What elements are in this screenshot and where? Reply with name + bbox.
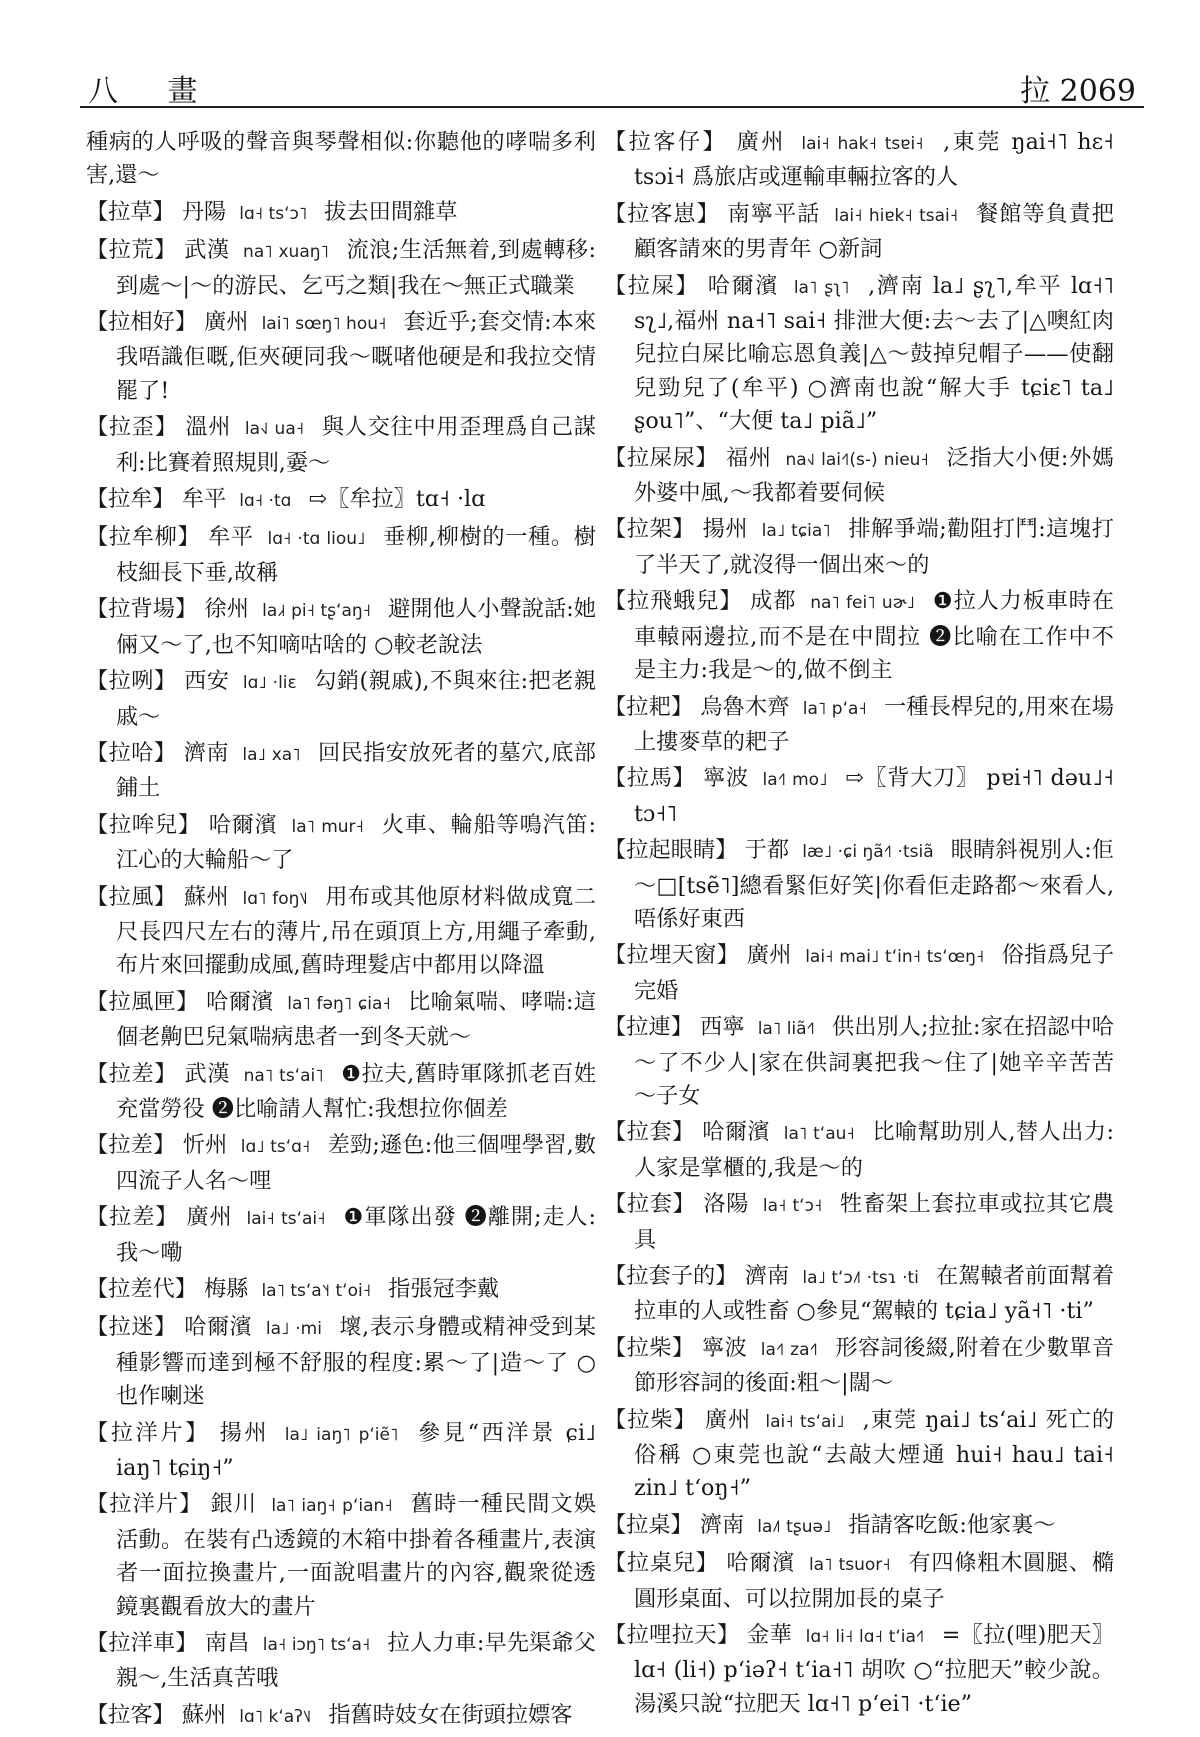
entry-location: 哈爾濱	[206, 988, 274, 1015]
entry-headword: 【拉飛蛾兒】	[604, 588, 743, 615]
entry-headword: 【拉歪】	[86, 414, 178, 441]
dictionary-entry	[86, 1058, 596, 1127]
entry-definition: 用布或其他原材料做成寬二尺長四尺左右的薄片,吊在頭頂上方,用繩子牽動,布片來回擺動成風,舊時理髮店中都用以降溫	[116, 883, 597, 979]
entry-pronunciation: lai˧ tsʻai˧	[246, 1209, 326, 1230]
entry-pronunciation: la˩˥ tʂuə˩	[757, 1516, 832, 1537]
dictionary-entry	[86, 196, 596, 231]
entry-headword: 【拉牟】	[86, 486, 175, 513]
entry-location: 徐州	[204, 596, 249, 623]
left-column	[86, 126, 596, 1737]
entry-definition: 指舊時妓女在街頭拉嫖客	[328, 1701, 573, 1728]
entry-headword: 【拉桌兒】	[604, 1550, 719, 1577]
entry-pronunciation: lai˥ sœŋ˥ hou˧	[261, 314, 387, 335]
entry-headword: 【拉耙】	[604, 693, 694, 720]
dictionary-entry	[86, 411, 596, 480]
entry-definition: 牲畜架上套拉車或拉其它農具	[634, 1191, 1115, 1253]
entry-definition: 一種長桿兒的,用來在場上摟麥草的耙子	[634, 693, 1115, 755]
entry-definition: 比喻氣喘、哮喘:這個老齁巴兒氣喘病患者一到冬天就～	[116, 988, 597, 1051]
entry-headword: 【拉柴】	[604, 1334, 695, 1361]
header-section: 八 畫	[88, 74, 218, 109]
entry-headword: 【拉客】	[86, 1701, 175, 1728]
header-page-number: 拉 2069	[1020, 74, 1136, 109]
entry-location: 濟南	[744, 1263, 790, 1289]
entry-pronunciation: la˥ tsʻa˥˧ tʻoi˧	[261, 1281, 372, 1301]
dictionary-entry	[604, 1260, 1114, 1329]
entry-pronunciation: lɑ˩ ·liɛ	[242, 673, 297, 694]
entry-definition: 舊時一種民間文娛活動。在裝有凸透鏡的木箱中掛着各種畫片,表演者一面拉換畫片,一面說唱畫片的內容,觀衆從透鏡裏觀看放大的畫片	[116, 1491, 597, 1620]
entry-headword: 【拉洋車】	[86, 1630, 198, 1657]
entry-definition: 避開他人小聲說話:她倆又～了,也不知嘀咕啥的 ○較老說法	[116, 596, 597, 658]
entry-definition: 勾銷(親戚),不與來往:把老親戚～	[116, 668, 597, 730]
dictionary-entry	[604, 1011, 1114, 1113]
entry-pronunciation: na˥ tsʻai˥	[243, 1065, 324, 1086]
entry-definition: 泛指大小便:外媽外婆中風,～我都着要伺候	[634, 444, 1115, 507]
entry-definition: ❶軍隊出發 ❷離開;走人:我～嘞	[116, 1204, 596, 1266]
entry-definition: 回民指安放死者的墓穴,底部鋪土	[116, 739, 596, 802]
entry-headword: 【拉連】	[604, 1014, 693, 1041]
entry-location: 濟南	[699, 1511, 745, 1538]
entry-headword: 【拉哈】	[86, 739, 177, 766]
entry-location: 溫州	[185, 414, 232, 441]
entry-pronunciation: lɑ˥ foŋ˥˩	[242, 888, 308, 909]
entry-definition: 壞,表示身體或精神受到某種影響而達到極不舒服的程度:累～了|造～了 ○也作喇迷	[116, 1314, 596, 1410]
dictionary-entry	[604, 762, 1114, 831]
entry-definition: ⇨〖牟拉〗tɑ˧ ·lɑ	[308, 486, 486, 513]
entry-headword: 【拉洋片】	[86, 1419, 210, 1446]
entry-definition: ,東莞 ŋai˩ tsʻai˩ 死亡的俗稱 ○東莞也說“去敲大煙通 hui˧ hau˩ tai˧ zin˩ tʻoŋ˧”	[634, 1406, 1115, 1502]
entry-definition: 套近乎;套交情:本來我唔識佢嘅,佢夾硬同我～嘅啫他硬是和我拉交情罷了!	[116, 309, 597, 404]
entry-pronunciation: lai˧ mai˩ tʻin˧ tsʻœŋ˧	[805, 947, 985, 968]
dictionary-entry	[86, 1273, 596, 1308]
entry-definition: 眼睛斜視別人:佢～□[tsẽ˥]總看緊佢好笑|你看佢走路都～來看人,唔係好東西	[634, 837, 1114, 932]
dictionary-entry	[604, 270, 1114, 439]
dictionary-entry	[86, 126, 596, 193]
entry-pronunciation: lɑ˧ tsʻɔ˥	[239, 203, 308, 224]
entry-pronunciation: lɑ˧ li˧ lɑ˧ tʻia˧˥	[805, 1627, 925, 1648]
entry-pronunciation: la˩˧ pi˧ tʂʻaŋ˧	[262, 601, 372, 622]
entry-headword: 【拉差】	[86, 1060, 177, 1087]
entry-definition: 垂柳,柳樹的一種。樹枝細長下垂,故稱	[116, 524, 596, 586]
entry-location: 南昌	[204, 1630, 250, 1657]
entry-headword: 【拉哞兒】	[86, 811, 201, 838]
entry-headword: 【拉洋片】	[86, 1491, 203, 1518]
dictionary-entry	[86, 665, 596, 734]
entry-pronunciation: na˥ fei˥ uɚ˩	[810, 593, 915, 614]
entry-location: 揚州	[702, 516, 749, 543]
entry-location: 蘇州	[183, 883, 230, 910]
entry-headword: 【拉屎】	[604, 272, 700, 299]
entry-pronunciation: la˧ iɔŋ˥ tsʻa˧	[262, 1635, 371, 1656]
entry-pronunciation: la˩ ·mi	[265, 1319, 322, 1340]
entry-location: 南寧平話	[727, 200, 821, 227]
entry-pronunciation: la˩ tɕia˥	[761, 521, 831, 542]
entry-pronunciation: na˧˩ lai˧˥(s-) nieu˧	[785, 449, 929, 470]
dictionary-entry	[86, 1417, 596, 1486]
entry-location: 武漢	[184, 237, 230, 264]
entry-definition: 俗指爲兒子完婚	[634, 942, 1115, 1004]
entry-headword: 【拉風匣】	[86, 988, 199, 1015]
entry-headword: 【拉草】	[86, 198, 175, 225]
entry-location: 哈爾濱	[726, 1550, 796, 1577]
entry-headword: 【拉屎尿】	[604, 444, 719, 471]
dictionary-entry	[86, 1627, 596, 1696]
dictionary-entry	[604, 691, 1114, 760]
entry-pronunciation: lɑ˥ kʻaʔ˥˩	[239, 1706, 312, 1727]
entry-headword: 【拉套】	[604, 1191, 696, 1218]
dictionary-entry	[604, 939, 1114, 1008]
entry-definition: 比喻幫助別人,替人出力:人家是掌櫃的,我是～的	[634, 1119, 1114, 1181]
entry-location: 于都	[744, 837, 790, 864]
entry-pronunciation: la˩ iaŋ˥ pʻiẽ˥	[284, 1424, 399, 1445]
entry-location: 金華	[747, 1622, 793, 1649]
entry-pronunciation: la˧˥ za˧˥	[760, 1339, 818, 1360]
dictionary-entry	[604, 442, 1114, 511]
entry-definition: 差勁;遜色:他三個哩學習,數四流子人名～哩	[116, 1132, 597, 1194]
entry-location: 蘇州	[181, 1701, 227, 1728]
entry-definition: =〖拉(哩)肥天〗lɑ˧ (li˧) pʻiəʔ˧ tʻia˧˥ 胡吹 ○“拉肥天”較少說。湯溪只說“拉肥天 lɑ˧˥ pʻei˥ ·tʻie”	[634, 1622, 1115, 1717]
entry-location: 廣州	[704, 1406, 752, 1433]
dictionary-entry	[604, 198, 1114, 267]
entry-pronunciation: la˥ ʂʅ˥	[793, 277, 850, 298]
entry-headword: 【拉架】	[604, 516, 695, 543]
entry-definition: 餐館等負責把顧客請來的男青年 ○新詞	[634, 200, 1114, 263]
entry-location: 哈爾濱	[208, 811, 278, 838]
entry-definition: ❶拉夫,舊時軍隊抓老百姓充當勞役 ❷比喻請人幫忙:我想拉你個差	[116, 1060, 597, 1122]
dictionary-entry	[604, 585, 1114, 687]
dictionary-entry	[86, 737, 596, 806]
entry-pronunciation: la˧˥ mo˩	[762, 770, 828, 791]
entry-headword: 【拉風】	[86, 883, 177, 910]
entry-definition: 參見“西洋景 ɕi˩ iaŋ˥ tɕiŋ˧”	[116, 1419, 596, 1482]
entry-definition: 指張冠李戴	[388, 1276, 500, 1302]
entry-location: 忻州	[182, 1132, 228, 1159]
entry-location: 寧波	[702, 1334, 748, 1361]
entry-definition: ❶拉人力板車時在車轅兩邊拉,而不是在中間拉 ❷比喻在工作中不是主力:我是～的,做不倒主	[634, 588, 1115, 684]
entry-pronunciation: la˥ tsuor˧	[808, 1555, 891, 1576]
entry-headword: 【拉牟柳】	[86, 524, 201, 551]
entry-headword: 【拉起眼睛】	[604, 837, 738, 864]
entry-definition: 在駕轅者前面幫着拉車的人或牲畜 ○參見“駕轅的 tɕia˩ yã˧˥ ·ti”	[634, 1263, 1115, 1325]
entry-pronunciation: lɑ˧ ·tɑ liou˩	[267, 529, 366, 550]
entry-definition: 指請客吃飯:他家裏～	[848, 1511, 1056, 1538]
entry-pronunciation: lai˧ tsʻai˩	[765, 1411, 845, 1432]
dictionary-entry	[604, 1188, 1114, 1257]
entry-location: 廣州	[186, 1204, 233, 1231]
header-rule	[80, 106, 1144, 108]
entry-definition: ⇨〖背大刀〗 pɐi˧˥ dəu˩˧ tɔ˧˥	[634, 765, 1115, 827]
entry-location: 成都	[750, 588, 797, 615]
dictionary-entry	[604, 1509, 1114, 1544]
entry-location: 哈爾濱	[702, 1119, 771, 1146]
dictionary-entry	[86, 1311, 596, 1413]
entry-pronunciation: læ˩ ·ɕi ŋã˧˥ ·tsiã	[802, 842, 934, 863]
dictionary-entry	[86, 306, 596, 408]
dictionary-entry	[86, 1201, 596, 1270]
entry-location: 福州	[726, 444, 772, 471]
dictionary-entry	[86, 521, 596, 590]
entry-location: 西安	[184, 668, 230, 695]
entry-location: 哈爾濱	[707, 272, 780, 299]
entry-headword: 【拉馬】	[604, 765, 696, 792]
entry-pronunciation: la˥ iaŋ˧ pʻian˧	[271, 1496, 393, 1517]
entry-location: 牟平	[208, 524, 254, 551]
dictionary-entry	[86, 234, 596, 303]
entry-location: 西寧	[700, 1014, 745, 1041]
entry-location: 廣州	[736, 129, 786, 155]
dictionary-entry	[86, 809, 596, 878]
entry-pronunciation: la˥ tʻau˧	[783, 1124, 855, 1145]
entry-pronunciation: lai˧ hak˧ tsɐi˧	[801, 134, 924, 154]
entry-location: 廣州	[204, 309, 249, 336]
dictionary-entry	[604, 1332, 1114, 1401]
entry-headword: 【拉哩拉天】	[604, 1622, 740, 1649]
dictionary-entry	[604, 1547, 1114, 1616]
entry-headword: 【拉差】	[86, 1204, 179, 1231]
entry-location: 洛陽	[703, 1191, 750, 1218]
entry-definition: 排解爭端;勸阻打鬥:這塊打了半天了,就沒得一個出來～的	[634, 516, 1114, 578]
entry-headword: 【拉背場】	[86, 596, 198, 623]
entry-headword: 【拉客崽】	[604, 200, 720, 227]
dictionary-entry	[86, 483, 596, 518]
entry-definition: ,濟南 la˩ ʂʅ˥,牟平 lɑ˧˥ sʅ˩,福州 na˧˥ sai˧ 排泄大便:去～去了|△噢紅肉兒拉白屎比喻忘恩負義|△～鼓掉兒帽子——使翻兒勁兒了(牟平) ○濟南也說“解大手 tɕiɛ˥ ta˩ ʂou˥”、“大便 ta˩ piã˩”	[634, 272, 1115, 435]
dictionary-entry	[86, 986, 596, 1055]
entry-pronunciation: la˧ tʻɔ˧	[762, 1196, 823, 1217]
entry-headword: 【拉客仔】	[604, 129, 728, 155]
entry-location: 揚州	[219, 1419, 270, 1446]
entry-pronunciation: la˥ fəŋ˥ ɕia˧	[287, 993, 391, 1014]
entry-location: 梅縣	[204, 1276, 249, 1302]
dictionary-entry	[604, 1404, 1114, 1506]
entry-headword: 【拉迷】	[86, 1314, 177, 1341]
entry-headword: 【拉桌】	[604, 1511, 693, 1538]
entry-location: 廣州	[746, 942, 792, 969]
entry-location: 銀川	[210, 1491, 258, 1518]
entry-definition: 形容詞後綴,附着在少數單音節形容詞的後面:粗～|闊～	[634, 1334, 1115, 1397]
entry-pronunciation: lɑ˧ ·tɑ	[239, 491, 292, 512]
entry-pronunciation: la˥ liã˧˥	[757, 1019, 815, 1040]
entry-headword: 【拉差】	[86, 1132, 176, 1159]
dictionary-entry	[86, 593, 596, 662]
entry-headword: 【拉咧】	[86, 668, 177, 695]
entry-location: 烏魯木齊	[700, 693, 790, 720]
entry-location: 濟南	[183, 739, 229, 766]
dictionary-entry	[86, 1488, 596, 1624]
entry-definition: 供出別人;拉扯:家在招認中哈～了不少人|家在供詞裏把我～住了|她辛辛苦苦～子女	[634, 1014, 1114, 1109]
entry-definition: 拔去田間雜草	[324, 198, 458, 225]
entry-pronunciation: la˥ pʻa˧	[802, 698, 867, 719]
dictionary-entry	[86, 1129, 596, 1198]
entry-pronunciation: la˩ xa˥	[242, 744, 301, 765]
dictionary-entry	[604, 126, 1114, 195]
entry-pronunciation: la˧˩ ua˧	[244, 419, 305, 440]
dictionary-entry	[86, 1699, 596, 1734]
entry-pronunciation: lai˧ hiɐk˧ tsai˧	[834, 205, 959, 226]
right-column	[604, 126, 1114, 1724]
entry-definition: 種病的人呼吸的聲音與琴聲相似:你聽他的哮喘多利害,還～	[86, 129, 596, 189]
entry-headword: 【拉差代】	[86, 1276, 197, 1302]
entry-definition: 流浪;生活無着,到處轉移:到處～|～的游民、乞丐之類|我在～無正式職業	[116, 237, 597, 299]
entry-definition: 有四條粗木圓腿、橢圓形桌面、可以拉開加長的桌子	[634, 1550, 1115, 1612]
dictionary-entry	[604, 513, 1114, 582]
entry-definition: 火車、輪船等鳴汽笛:江心的大輪船～了	[116, 811, 596, 874]
entry-definition: 拉人力車:早先渠爺父親～,生活真苦哦	[116, 1630, 596, 1692]
entry-pronunciation: lɑ˩ tsʻɑ˧	[240, 1137, 311, 1158]
entry-headword: 【拉荒】	[86, 237, 177, 264]
entry-location: 武漢	[184, 1060, 231, 1087]
dictionary-entry	[604, 834, 1114, 936]
entry-location: 牟平	[181, 486, 227, 513]
entry-location: 哈爾濱	[184, 1314, 253, 1341]
entry-headword: 【拉埋天窗】	[604, 942, 740, 969]
entry-pronunciation: la˩ tʻɔ˩˥ ·tsɿ ·ti	[802, 1268, 919, 1288]
entry-location: 寧波	[703, 765, 749, 792]
entry-location: 丹陽	[181, 198, 227, 225]
entry-pronunciation: na˥ xuaŋ˥	[243, 242, 329, 263]
entry-definition: 與人交往中用歪理爲自己謀利:比賽着照規則,嫑～	[116, 414, 596, 476]
entry-pronunciation: la˥ mur˧	[291, 816, 364, 837]
entry-definition: ,東莞 ŋai˧˥ hɛ˧ tsɔi˧ 爲旅店或運輸車輛拉客的人	[634, 129, 1115, 191]
entry-headword: 【拉套】	[604, 1119, 695, 1146]
entry-headword: 【拉套子的】	[604, 1263, 738, 1289]
entry-headword: 【拉柴】	[604, 1406, 697, 1433]
page-header	[80, 56, 1144, 109]
dictionary-entry	[604, 1619, 1114, 1721]
dictionary-entry	[604, 1116, 1114, 1185]
entry-headword: 【拉相好】	[86, 309, 197, 336]
dictionary-entry	[86, 881, 596, 983]
